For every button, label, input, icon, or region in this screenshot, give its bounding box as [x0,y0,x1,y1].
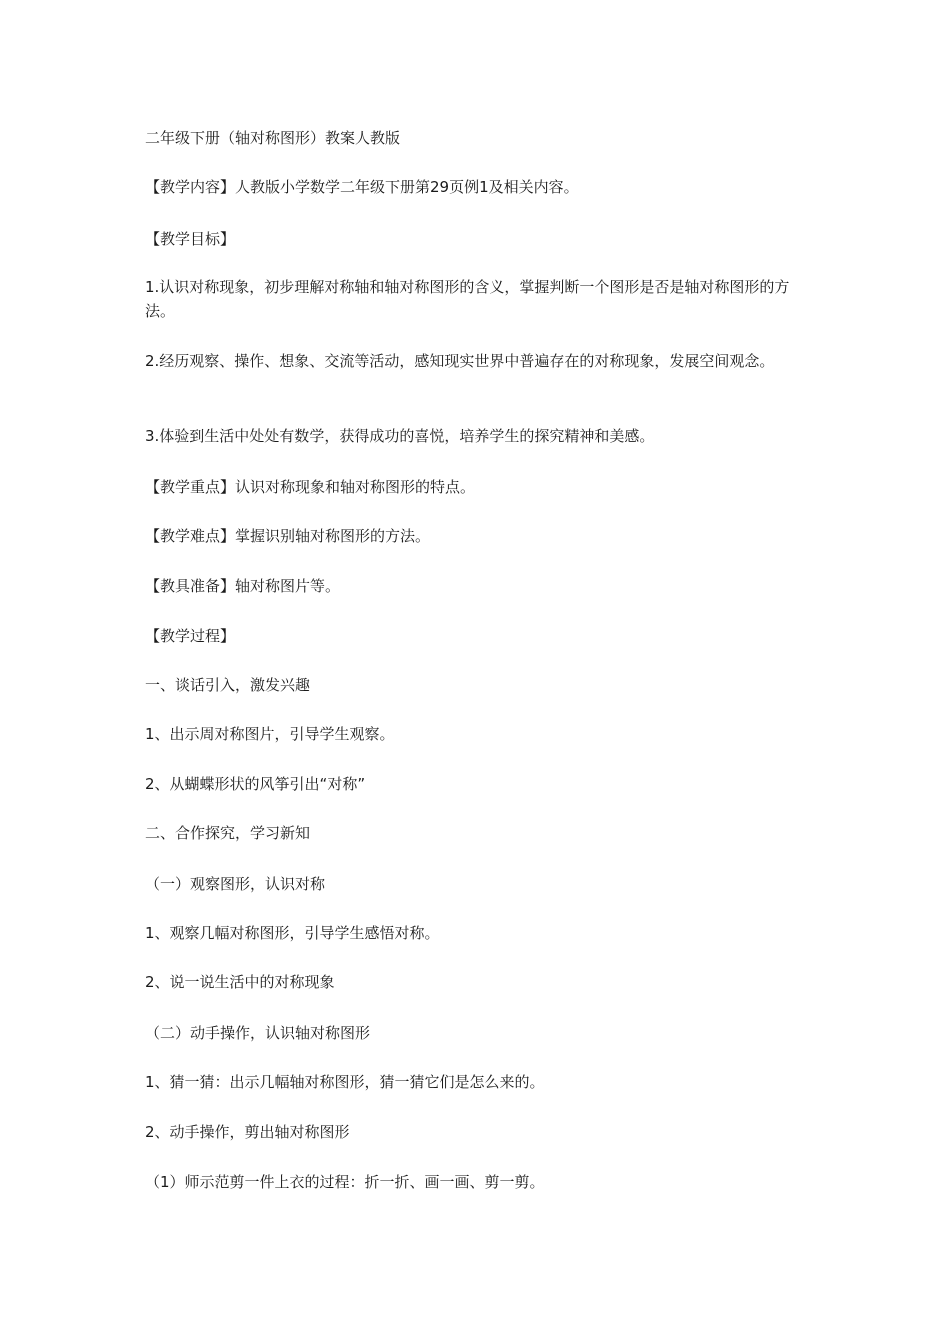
objective-3: 3.体验到生活中处处有数学，获得成功的喜悦，培养学生的探究精神和美感。 [145,427,655,445]
process-heading: 【教学过程】 [145,627,236,645]
step-1-1: 1、出示周对称图片，引导学生观察。 [145,725,395,743]
objective-1: 1.认识对称现象，初步理解对称轴和轴对称图形的含义，掌握判断一个图形是否是轴对称图形的方法。 [145,278,790,320]
objective-2: 2.经历观察、操作、想象、交流等活动，感知现实世界中普遍存在的对称现象，发展空间观念。 [145,352,775,370]
step-2-1: 1、观察几幅对称图形，引导学生感悟对称。 [145,924,440,942]
teaching-content: 【教学内容】人教版小学数学二年级下册第29页例1及相关内容。 [145,178,579,196]
step-3-1: 1、猜一猜：出示几幅轴对称图形，猜一猜它们是怎么来的。 [145,1073,545,1091]
section-2-heading: 二、合作探究，学习新知 [145,824,311,842]
objectives-heading: 【教学目标】 [145,230,236,248]
step-1-2: 2、从蝴蝶形状的风筝引出“对称” [145,775,366,793]
document-title: 二年级下册（轴对称图形）教案人教版 [145,129,401,147]
step-3-2: 2、动手操作，剪出轴对称图形 [145,1123,350,1141]
subsection-2-heading: （二）动手操作，认识轴对称图形 [145,1024,371,1042]
section-1-heading: 一、谈话引入，激发兴趣 [145,676,311,694]
difficulty: 【教学难点】掌握识别轴对称图形的方法。 [145,527,431,545]
subsection-1-heading: （一）观察图形，认识对称 [145,875,326,893]
key-point: 【教学重点】认识对称现象和轴对称图形的特点。 [145,478,476,496]
materials: 【教具准备】轴对称图片等。 [145,577,341,595]
step-2-2: 2、说一说生活中的对称现象 [145,973,335,991]
step-3-2-1: （1）师示范剪一件上衣的过程：折一折、画一画、剪一剪。 [145,1173,545,1191]
